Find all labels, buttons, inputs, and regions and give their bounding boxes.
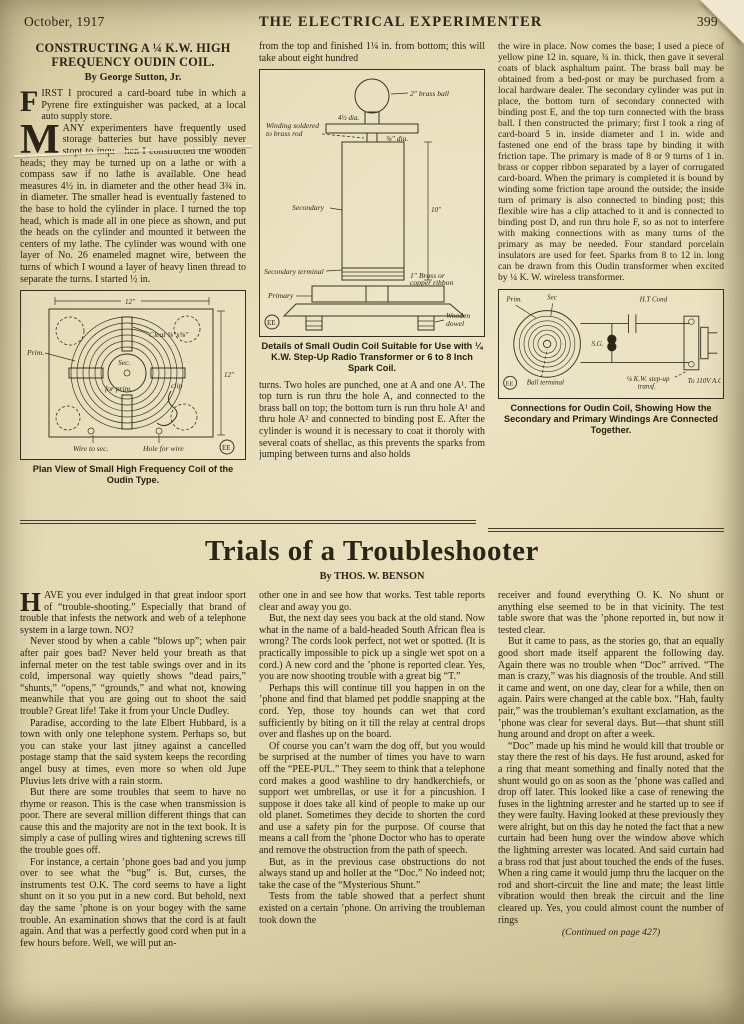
- article1-col2-text: [259, 380, 485, 461]
- dimension-label: 10″: [431, 206, 441, 215]
- corner-fold: [700, 0, 744, 44]
- paragraph: For instance, a certain ’phone goes bad and you jump over to see what the “bug” is. But, curses, the instruments test O.K. The cord seems to have a light shunt on it so you put in a new cord. But behold, next day the same ’phone is on your bogey with the same trouble. An examination shows that the cord is at fault again. And that was a perfectly good cord when put in a few hours before. Well, we will put an-: [20, 856, 246, 949]
- paragraph-text: AVE you ever indulged in that great indoor sport of “trouble-shooting.” Especially that brand of trouble that infests the network and web of a telephone system in a large town. NO?: [20, 590, 246, 636]
- fig-label-transf: transf.: [637, 382, 656, 391]
- article2-byline: By THOS. W. BENSON: [319, 571, 425, 582]
- fig-label-primary: Primary: [268, 291, 294, 301]
- paragraph: [20, 85, 246, 123]
- issue-date: October, 1917: [24, 14, 105, 29]
- paragraph-text: turns. Two holes are punched, one at A and one A¹. The top turn is run thru the hole A, and connected to the brass ball on top; the bottom turn is run thru hole A¹ and thru hole A² and connected to binding post E. After the cylinder is wound it is necessary to coat it thoroly with several coats of shellac, as this prevents the sparks from jumping between turns and also holds: [259, 379, 485, 461]
- fig-label-sg: S.G.: [591, 339, 604, 348]
- article2-section: [0, 588, 744, 1024]
- article1-col2-intro: [259, 41, 485, 64]
- fig-label-secondary: Secondary: [292, 203, 325, 213]
- paragraph: receiver and found everything O. K. No shunt or anything else seemed to be in that vicinity. The test table swore that was the ’phone reported in, but now it tested clear.: [498, 590, 724, 636]
- fig-label-transf: ¼ K.W. step-up: [626, 374, 670, 383]
- paragraph: Perhaps this will continue till you happen in on the ’phone and find that blamed pet poddle snapping at the cord. Yep, those toy hounds can wet that cord sufficiently by biting on it till the relay at central drops over and flashes up on the board.: [259, 682, 485, 741]
- continued-notice: (Continued on page 427): [561, 927, 661, 939]
- fig-label-ribbon: copper ribbon: [410, 278, 454, 288]
- fig-label-dowel: dowel: [446, 319, 465, 329]
- paragraph: But, as in the previous case obstructions do not always stand up and holler at the “Doc.” No indeed not; take the case of the “Mysterious Shunt.”: [259, 856, 485, 891]
- paragraph: Of course you can’t warn the dog off, but you would be surprised at the number of times you have to warn off the “PEE-PUL.” They seem to think that a telephone cord makes a good washline to dry handkerchiefs, or support wet umbrellas, or use it for a pincushion. I suppose it does take all kind of people to make up our old planet. Sometimes they decide to shorten the cord and use a safety pin for the purpose. Of course that means a call from the ’phone Doctor who has to operate and remove the obstruction from the path of speech.: [259, 740, 485, 857]
- fig-label-brass-ball: 2″ brass ball: [410, 89, 450, 99]
- fig-label-for-prim: for prim.: [105, 384, 133, 394]
- fig-label-rod-dia: ⅜″ dia.: [386, 134, 409, 144]
- separator-rule-right: [488, 528, 724, 532]
- fig-plan-caption: Plan View of Small High Frequency Coil of the Oudin Type.: [32, 464, 234, 485]
- fig-coil-detail: [259, 69, 485, 337]
- fig-label-cond: H.T Cond: [639, 295, 668, 304]
- article1-section: [0, 33, 744, 515]
- monogram-icon: EE: [505, 380, 514, 388]
- paragraph: But there are some troubles that seem to have no rhyme or reason. This is the case when transmission is poor. There are several million different things that can cause this and the majority are not in the text book. It is simply a case of pulling wires and tightening screws till the trouble goes off.: [20, 787, 246, 857]
- paragraph-text: IRST I procured a card-board tube in which a Pyrene fire extinguisher was packed, at a local auto supply store.: [41, 88, 246, 123]
- article1-column-2: [259, 41, 485, 515]
- fig-detail-caption: Details of Small Oudin Coil Suitable for Use with ¼ K.W. Step-Up Radio Transformer or 6 to 8 Inch Spark Coil.: [261, 341, 483, 373]
- paragraph-text: from the top and finished 1¼ in. from bottom; this will take about eight hundred: [259, 41, 485, 64]
- dropcap-initial: M: [20, 116, 60, 163]
- fig-label-wire-to-sec: Wire to sec.: [73, 444, 109, 454]
- page-number: 399: [696, 14, 718, 29]
- fig-label-dowel: Wooden: [446, 311, 471, 321]
- article1-column-1: [20, 41, 246, 515]
- paragraph: Tests from the table showed that a perfect shunt existed on a certain ’phone. On arriving the troubleman took down the: [259, 891, 485, 926]
- dimension-label: 12″: [125, 298, 135, 307]
- magazine-title: THE ELECTRICAL EXPERIMENTER: [258, 14, 543, 30]
- page-header: [0, 0, 744, 33]
- article1-col1-text: [20, 85, 246, 285]
- article2-title: Trials of a Troubleshooter: [205, 535, 539, 567]
- article2-column-3: [498, 590, 724, 1024]
- plan-view-drawing: [21, 291, 243, 457]
- fig-label-prim: Prim.: [27, 348, 45, 358]
- paragraph: “Doc” made up his mind he would kill that trouble or stay there the rest of his days. He fust around, asked for a ring that meant something and finally noted that the shunt would go on as soon as the ’phone was called and drop off later. This looked like a case of renewing the fuses in the lightning arrester and he started up to see if they were faulty. Having looked at these previously they were alright, but on this day he noted the fact that a new curtain had been hung over the window above which the lightning arrester was located. And said curtain had a brass rod that just about touched the ends of the fuses. When a ring came it would jump thru the lacquer on the rod and short-circuit the line and mate; the least little vibration would then break the circuit and the line cleared up. Yes, you could almost count the number of rings: [498, 740, 724, 926]
- fig-label-dia-top: 4½ dia.: [338, 114, 360, 123]
- fig-label-cleat: Cleat ⅝″x⅝″: [149, 330, 189, 340]
- article1-title: CONSTRUCTING A ¼ K.W. HIGH FREQUENCY OUDIN COIL.: [35, 41, 231, 69]
- dimension-label: 12″: [224, 371, 234, 380]
- paragraph: Never stood by when a cable “blows up”; when pair after pair goes bad? Never held your breath as that infernal meter on the test table swings over and in its cold, impersonal way quietly shows “dead pairs,” “shunts,” “opens,” “grounds,” and what not, knowing meanwhile that you are going out to shoot the said trouble? Great life! Take it from your Uncle Dudley.: [20, 636, 246, 717]
- fig-circuit-caption: Connections for Oudin Coil, Showing How the Secondary and Primary Windings Are Connected Together.: [504, 403, 718, 435]
- paragraph-text: the wire in place. Now comes the base; I used a piece of yellow pine 12 in. square, ¾ in. thick, then gave it several coats of black asphaltum paint. The brass ball may be obtained from a bed-post or may be purchased from a local hardware dealer. The secondary cylinder was put in place, the bottom turn of secondary connected with binding post E, and the top turn connected with the brass ball. I then constructed the primary; first I took a ring of card-board 5 in. inside diameter and 1 in. wide and fastened one end of the brass tape by binding it with friction tape. The primary is made of 8 or 9 turns of 1 in. brass or copper ribbon separated by a layer of corrugated card-board. When the primary is completed it is bound by winding some friction tape around the outside; the inside turn of primary is also connected to binding post; this flexible wire has a clip attached to it and is connected to binding post D, and run thru hole F, so as not to interfere with making connections with as many turns of the primary as may be needed. Four standard porcelain insulators are used for feet. Sparks from 8 to 12 in. long can be drawn from this Oudin transformer when excited by ¼ K. W. wireless transformer.: [498, 41, 724, 283]
- article2-column-1: [20, 590, 246, 1024]
- paragraph: [20, 590, 246, 636]
- fig-label-clip: clip: [171, 381, 183, 391]
- connections-drawing: [499, 290, 721, 396]
- fig-label-winding: Winding soldered: [266, 121, 320, 131]
- fig-label-ribbon: 1″ Brass or: [410, 271, 445, 281]
- fig-label-winding: to brass rod: [266, 129, 303, 139]
- paragraph: But, the next day sees you back at the old stand. Now what in the name of a bald-headed South African flea is wrong? The cords look perfect, not wet or spotted. (It is practically impossible to pick up a single wet spot on a cord.) A new cord and the ’phone is reported clear. Yes, you are now shooting trouble with a great big “T.”: [259, 613, 485, 683]
- monogram-icon: EE: [267, 319, 276, 328]
- paragraph: other one in and see how that works. Test table reports clear and away you go.: [259, 590, 485, 613]
- fig-label-sec: Sec: [547, 293, 557, 302]
- fig-label-sec-terminal: Secondary terminal: [264, 267, 324, 277]
- monogram-icon: EE: [222, 444, 231, 453]
- fig-connections-diagram: [498, 289, 724, 399]
- paragraph: Paradise, according to the late Elbert Hubbard, is a town with only one telephone system. Perhaps so, but you can stake your last jitney against a cancelled postage stamp that the said system keeps the recording angel busy at times, even more so when old Jupe Pluvius lets drive with a rain storm.: [20, 717, 246, 787]
- article2-column-2: [259, 590, 485, 1024]
- separator-rule-left: [20, 520, 476, 524]
- paragraph: But it came to pass, as the stories go, that an equally good short made itself apparent the following day. Again there was no trouble when “Doc” arrived. “The man is crazy,” was his diagnosis of the trouble. And still it came and went, on one day, clear for a while, then on again. Pairs were changed at the cable box. “Hah, faulty pair,” was the troubleman’s exultant exclamation, as the ’phone was clear for several days. But—that shunt still hung around and dropt on after a week.: [498, 636, 724, 741]
- article1-column-3: [498, 41, 724, 515]
- dropcap-initial: H: [20, 590, 42, 617]
- fig-label-prim: Prim.: [506, 295, 523, 304]
- fig-label-ball-terminal: Ball terminal: [526, 378, 564, 387]
- section-separator: [20, 517, 724, 533]
- coil-detail-drawing: [260, 70, 482, 334]
- fig-plan-view: [20, 290, 246, 460]
- fig-label-hole-for-wire: Hole for wire: [143, 444, 184, 454]
- fig-label-sec: Sec.: [118, 358, 131, 368]
- fig-label-mains: To 110V A.C.: [687, 376, 721, 385]
- article1-byline: By George Sutton, Jr.: [84, 72, 182, 83]
- paragraph-text: ANY experimenters have frequently used storage batteries but have possibly never stopt to inqu―hen I constructed the wooden heads; they may be turned up on a lathe or with a compass saw if no lathe is available. One head measures 4½ in. in diameter and the other head 3¾ in. in diameter. The smaller head is eventually fastened to the base to hold the cylinder in place. I turned the top head, which is made all in one piece as shown, and put the heads on the cylinder and mounted it between the centers of my lathe. The cylinder was wound with one layer of No. 26 enameled magnet wire, between the turns of which I wound a layer of heavy linen thread to separate the turns. I started ½ in.: [20, 122, 246, 285]
- dropcap-initial: F: [20, 85, 39, 118]
- article1-col3-text: [498, 41, 724, 283]
